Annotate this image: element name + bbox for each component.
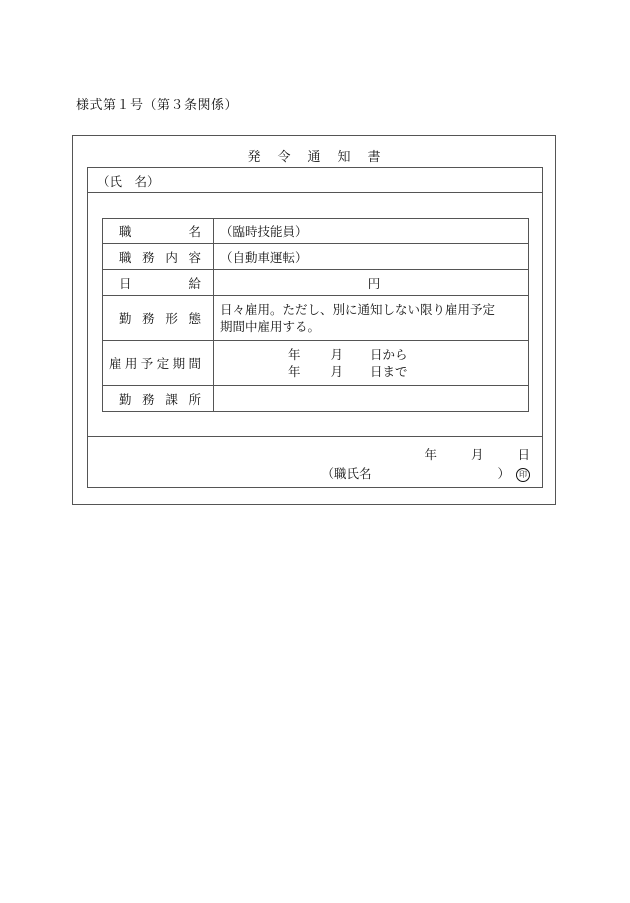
- work-type-line-1: 日々雇用。ただし、別に通知しない限り雇用予定: [220, 302, 496, 317]
- signer-close: ）: [497, 466, 511, 481]
- issue-date-month: 月: [471, 447, 484, 462]
- table-row: [103, 219, 529, 244]
- signer-label: （職氏名: [321, 466, 372, 481]
- document-title: 発令通知書: [247, 150, 398, 165]
- issuer-section: [88, 436, 542, 487]
- row-value-position: （臨時技能員）: [214, 219, 529, 244]
- table-row: [103, 386, 529, 412]
- issue-date-day: 日: [517, 447, 530, 462]
- period-to: 年 月 日まで: [288, 364, 408, 379]
- row-label-work-type: 勤務形態: [103, 296, 214, 341]
- seal-icon: 印: [516, 468, 530, 482]
- row-label-daily-wage: 日給: [103, 270, 214, 296]
- signer-line: [322, 464, 530, 482]
- row-label-workplace: 勤務課所: [103, 386, 214, 412]
- notice-body: [87, 167, 543, 488]
- row-label-duties: 職務内容: [103, 244, 214, 270]
- form-number-label: 様式第１号（第３条関係）: [76, 98, 239, 113]
- issue-date-year: 年: [424, 447, 438, 462]
- work-type-line-2: 期間中雇用する。: [220, 319, 321, 334]
- name-label: （氏 名）: [97, 174, 160, 189]
- row-value-duties: （自動車運転）: [214, 244, 529, 270]
- row-label-employment-period: 雇用予定期間: [103, 341, 214, 386]
- row-value-workplace: [214, 386, 529, 412]
- row-value-work-type: [214, 296, 529, 341]
- appointment-details-table: [102, 218, 529, 412]
- notice-frame: [72, 135, 556, 505]
- table-row: [103, 296, 529, 341]
- period-from: 年 月 日から: [288, 347, 408, 362]
- row-label-position: 職名: [103, 219, 214, 244]
- row-value-daily-wage: 円: [214, 270, 529, 296]
- table-row: [103, 341, 529, 386]
- row-value-employment-period: [214, 341, 529, 386]
- issue-date: [425, 445, 530, 463]
- name-row: [88, 168, 542, 193]
- table-row: [103, 270, 529, 296]
- table-row: [103, 244, 529, 270]
